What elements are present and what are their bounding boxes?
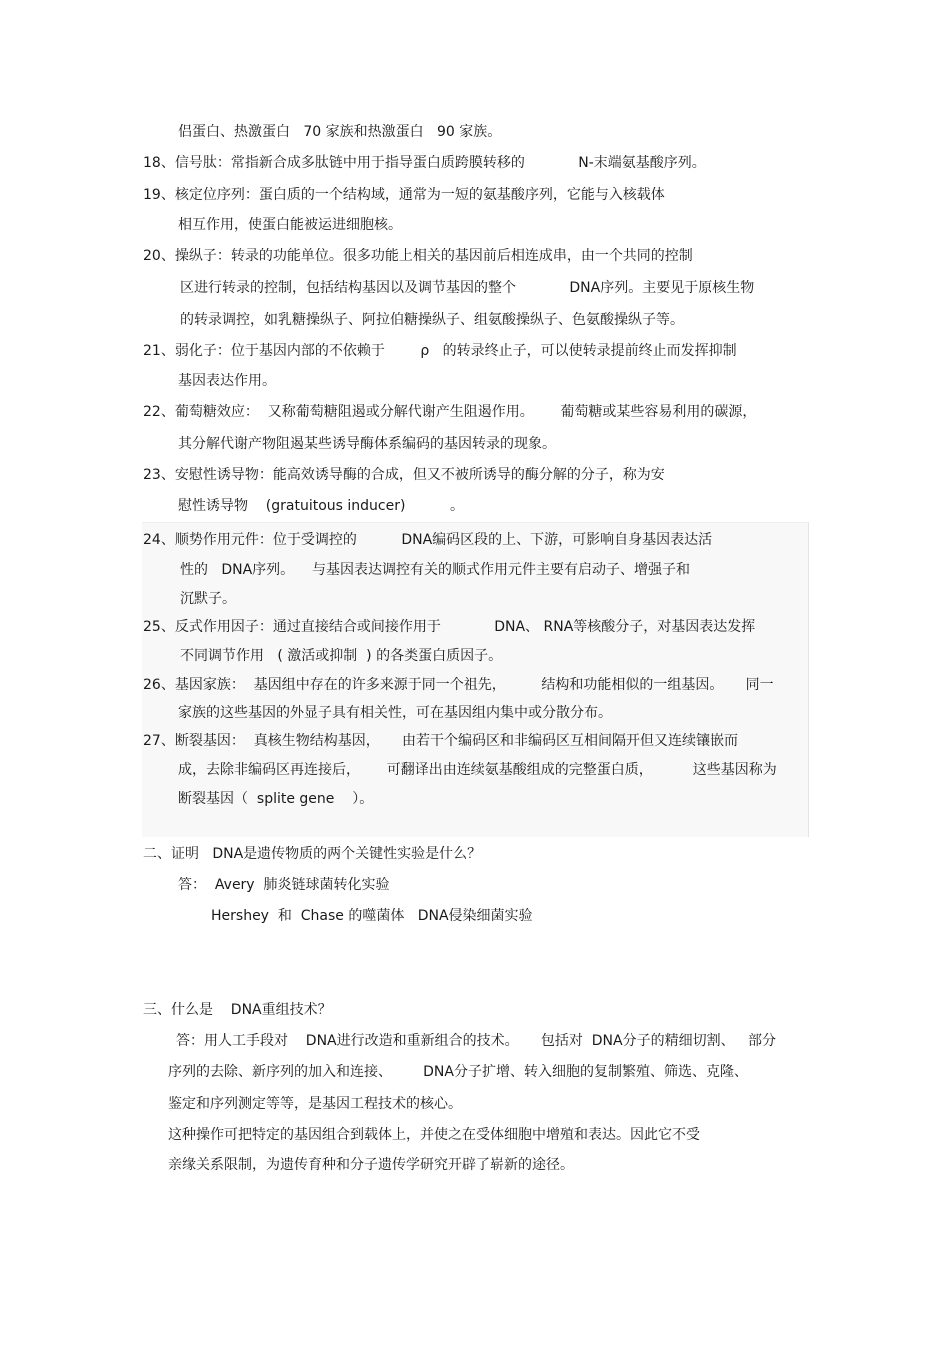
- text-line: 25、反式作用因子：通过直接结合或间接作用于 DNA、 RNA等核酸分子，对基因表达发挥: [143, 619, 756, 635]
- text-line: 26、基因家族： 基因组中存在的许多来源于同一个祖先， 结构和功能相似的一组基因。 同一: [143, 677, 774, 693]
- text-line: 家族的这些基因的外显子具有相关性，可在基因组内集中或分散分布。: [178, 705, 612, 721]
- text-line: 的转录调控，如乳糖操纵子、阿拉伯糖操纵子、组氨酸操纵子、色氨酸操纵子等。: [180, 312, 684, 328]
- text-line: 19、核定位序列：蛋白质的一个结构域，通常为一短的氨基酸序列，它能与入核载体: [143, 187, 665, 203]
- text-line: 区进行转录的控制，包括结构基因以及调节基因的整个 DNA序列。主要见于原核生物: [180, 280, 755, 296]
- text-line: 23、安慰性诱导物：能高效诱导酶的合成，但又不被所诱导的酶分解的分子，称为安: [143, 467, 665, 483]
- text-line: 慰性诱导物 (gratuitous inducer) 。: [178, 498, 464, 514]
- text-line: 沉默子。: [180, 591, 236, 607]
- text-line: 其分解代谢产物阻遏某些诱导酶体系编码的基因转录的现象。: [178, 436, 556, 452]
- text-line: 性的 DNA序列。 与基因表达调控有关的顺式作用元件主要有启动子、增强子和: [180, 562, 690, 578]
- text-line: 27、断裂基因： 真核生物结构基因， 由若干个编码区和非编码区互相间隔开但又连续镶嵌而: [143, 733, 738, 749]
- section-heading: 三、什么是 DNA重组技术？: [143, 1002, 332, 1018]
- text-line: 序列的去除、新序列的加入和连接、 DNA分子扩增、转入细胞的复制繁殖、筛选、克隆、: [168, 1064, 748, 1080]
- text-line: 鉴定和序列测定等等，是基因工程技术的核心。: [168, 1096, 462, 1112]
- text-line: 21、弱化子：位于基因内部的不依赖于 ρ 的转录终止子，可以使转录提前终止而发挥抑制: [143, 343, 737, 359]
- text-line: 18、信号肽：常指新合成多肽链中用于指导蛋白质跨膜转移的 N-末端氨基酸序列。: [143, 155, 706, 171]
- text-line: 这种操作可把特定的基因组合到载体上，并使之在受体细胞中增殖和表达。因此它不受: [168, 1127, 700, 1143]
- text-line: 侣蛋白、热激蛋白 70 家族和热激蛋白 90 家族。: [178, 124, 502, 140]
- text-line: 22、葡萄糖效应： 又称葡萄糖阻遏或分解代谢产生阻遏作用。 葡萄糖或某些容易利用的碳源，: [143, 404, 757, 420]
- text-line: 成，去除非编码区再连接后， 可翻译出由连续氨基酸组成的完整蛋白质， 这些基因称为: [178, 762, 777, 778]
- text-line: 相互作用，使蛋白能被运进细胞核。: [178, 217, 402, 233]
- text-line: 20、操纵子：转录的功能单位。很多功能上相关的基因前后相连成串，由一个共同的控制: [143, 248, 693, 264]
- text-line: 答： Avery 肺炎链球菌转化实验: [178, 877, 390, 893]
- text-line: Hershey 和 Chase 的噬菌体 DNA侵染细菌实验: [211, 908, 533, 924]
- text-line: 亲缘关系限制，为遗传育种和分子遗传学研究开辟了崭新的途径。: [168, 1157, 574, 1173]
- text-line: 答：用人工手段对 DNA进行改造和重新组合的技术。 包括对 DNA分子的精细切割、 部分: [176, 1033, 776, 1049]
- section-heading: 二、证明 DNA是遗传物质的两个关键性实验是什么？: [143, 846, 482, 862]
- text-line: 24、顺势作用元件：位于受调控的 DNA编码区段的上、下游，可影响自身基因表达活: [143, 532, 713, 548]
- text-line: 断裂基因（ splite gene ）。: [178, 791, 374, 807]
- text-line: 基因表达作用。: [178, 373, 276, 389]
- text-line: 不同调节作用 ( 激活或抑制 ) 的各类蛋白质因子。: [180, 648, 503, 664]
